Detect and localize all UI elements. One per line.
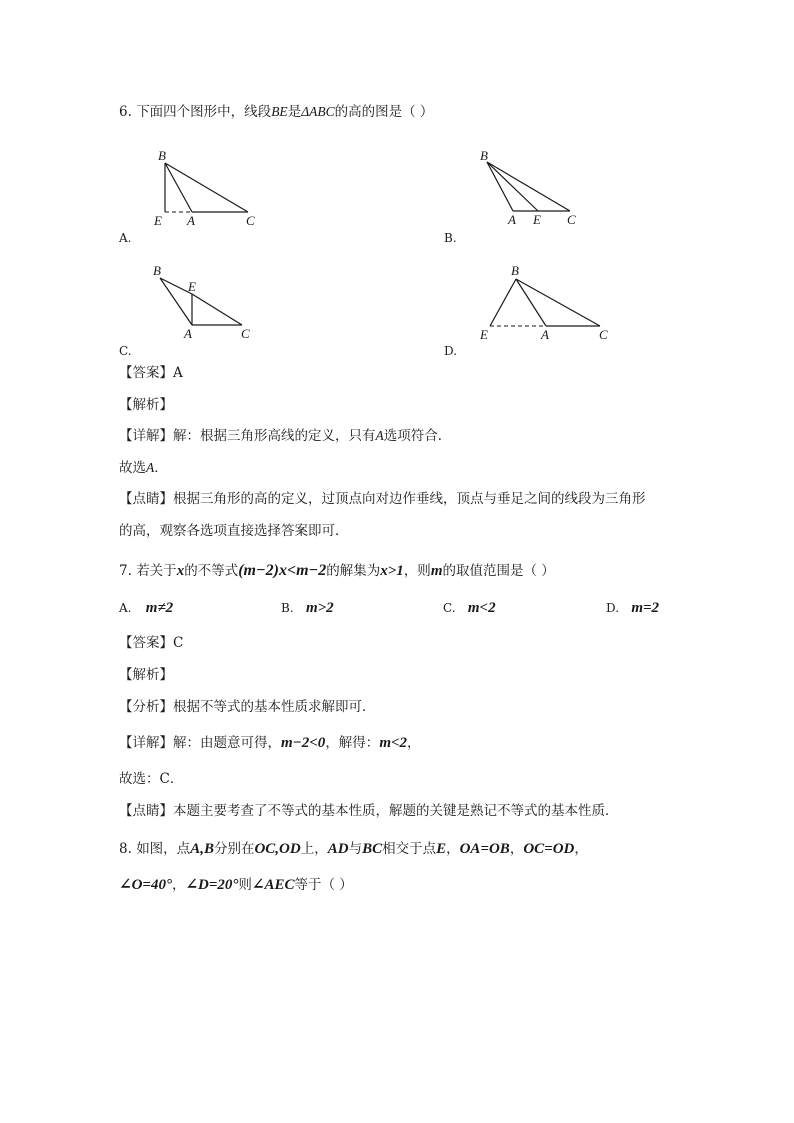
q6-number: 6. bbox=[119, 104, 132, 120]
q6-choose: 故选A． bbox=[119, 460, 168, 476]
option-d-label: D. bbox=[444, 344, 458, 358]
q7-question: 7. 若关于x的不等式(m−2)x<m−2的解集为x>1，则m的取值范围是（ ） bbox=[119, 562, 555, 579]
option-b-label: B. bbox=[444, 231, 457, 245]
q8-question-line1: 8. 如图，点A,B分别在OC,OD上，AD与BC相交于点E，OA=OB，OC=OD， bbox=[119, 841, 588, 857]
q7-comment: 【点睛】本题主要考查了不等式的基本性质，解题的关键是熟记不等式的基本性质． bbox=[119, 803, 619, 819]
fig-a-label-e: E bbox=[154, 213, 162, 228]
fig-b-label-a: A bbox=[508, 212, 516, 227]
q7-option-b: B. m>2 bbox=[281, 600, 334, 616]
figure-a bbox=[150, 148, 270, 233]
q6-analysis: 【解析】 bbox=[119, 397, 173, 413]
q8-question-line2: ∠O=40°，∠D=20°则∠AEC等于（ ） bbox=[119, 877, 353, 893]
q6-comment-line2: 的高，观察各选项直接选择答案即可． bbox=[119, 523, 349, 539]
fig-c-label-e: E bbox=[188, 279, 196, 294]
q7-option-c: C. m<2 bbox=[443, 600, 496, 616]
q6-detail: 【详解】解：根据三角形高线的定义，只有A选项符合． bbox=[119, 428, 452, 444]
q7-option-a: A. m≠2 bbox=[119, 600, 174, 616]
fig-b-label-b: B bbox=[480, 148, 488, 163]
fig-d-label-e: E bbox=[480, 327, 488, 342]
q6-answer: 【答案】A bbox=[119, 365, 183, 381]
fig-c-label-a: A bbox=[184, 326, 192, 341]
figure-d bbox=[478, 263, 618, 348]
fig-a-label-a: A bbox=[187, 213, 195, 228]
q7-choose: 故选：C． bbox=[119, 771, 184, 787]
triangle-abc: ΔABC bbox=[301, 104, 335, 119]
figure-c bbox=[150, 263, 270, 348]
fig-a-label-b: B bbox=[158, 148, 166, 163]
fig-b-label-e: E bbox=[533, 212, 541, 227]
q7-fenxi: 【分析】根据不等式的基本性质求解即可． bbox=[119, 699, 376, 715]
option-a-label: A. bbox=[119, 231, 132, 245]
fig-d-label-a: A bbox=[541, 327, 549, 342]
fig-b-label-c: C bbox=[567, 212, 576, 227]
option-c-label: C. bbox=[119, 344, 132, 358]
segment-be: BE bbox=[271, 104, 288, 119]
fig-d-label-b: B bbox=[511, 263, 519, 278]
q7-option-d: D. m=2 bbox=[606, 600, 660, 616]
fig-c-label-c: C bbox=[241, 326, 250, 341]
fig-c-label-b: B bbox=[153, 263, 161, 278]
q6-comment-line1: 【点睛】根据三角形的高的定义，过顶点向对边作垂线，顶点与垂足之间的线段为三角形 bbox=[119, 491, 646, 507]
q7-detail: 【详解】解：由题意可得，m−2<0，解得：m<2， bbox=[119, 735, 421, 751]
q6-question: 6. 下面四个图形中，线段BE是ΔABC的高的图是（ ） bbox=[119, 104, 434, 120]
fig-a-label-c: C bbox=[246, 213, 255, 228]
q7-analysis: 【解析】 bbox=[119, 667, 173, 683]
q7-answer: 【答案】C bbox=[119, 635, 184, 651]
q7-solution: x>1 bbox=[380, 563, 404, 579]
fig-d-label-c: C bbox=[599, 327, 608, 342]
q7-inequality: (m−2)x<m−2 bbox=[238, 562, 327, 579]
figure-b bbox=[475, 148, 595, 233]
